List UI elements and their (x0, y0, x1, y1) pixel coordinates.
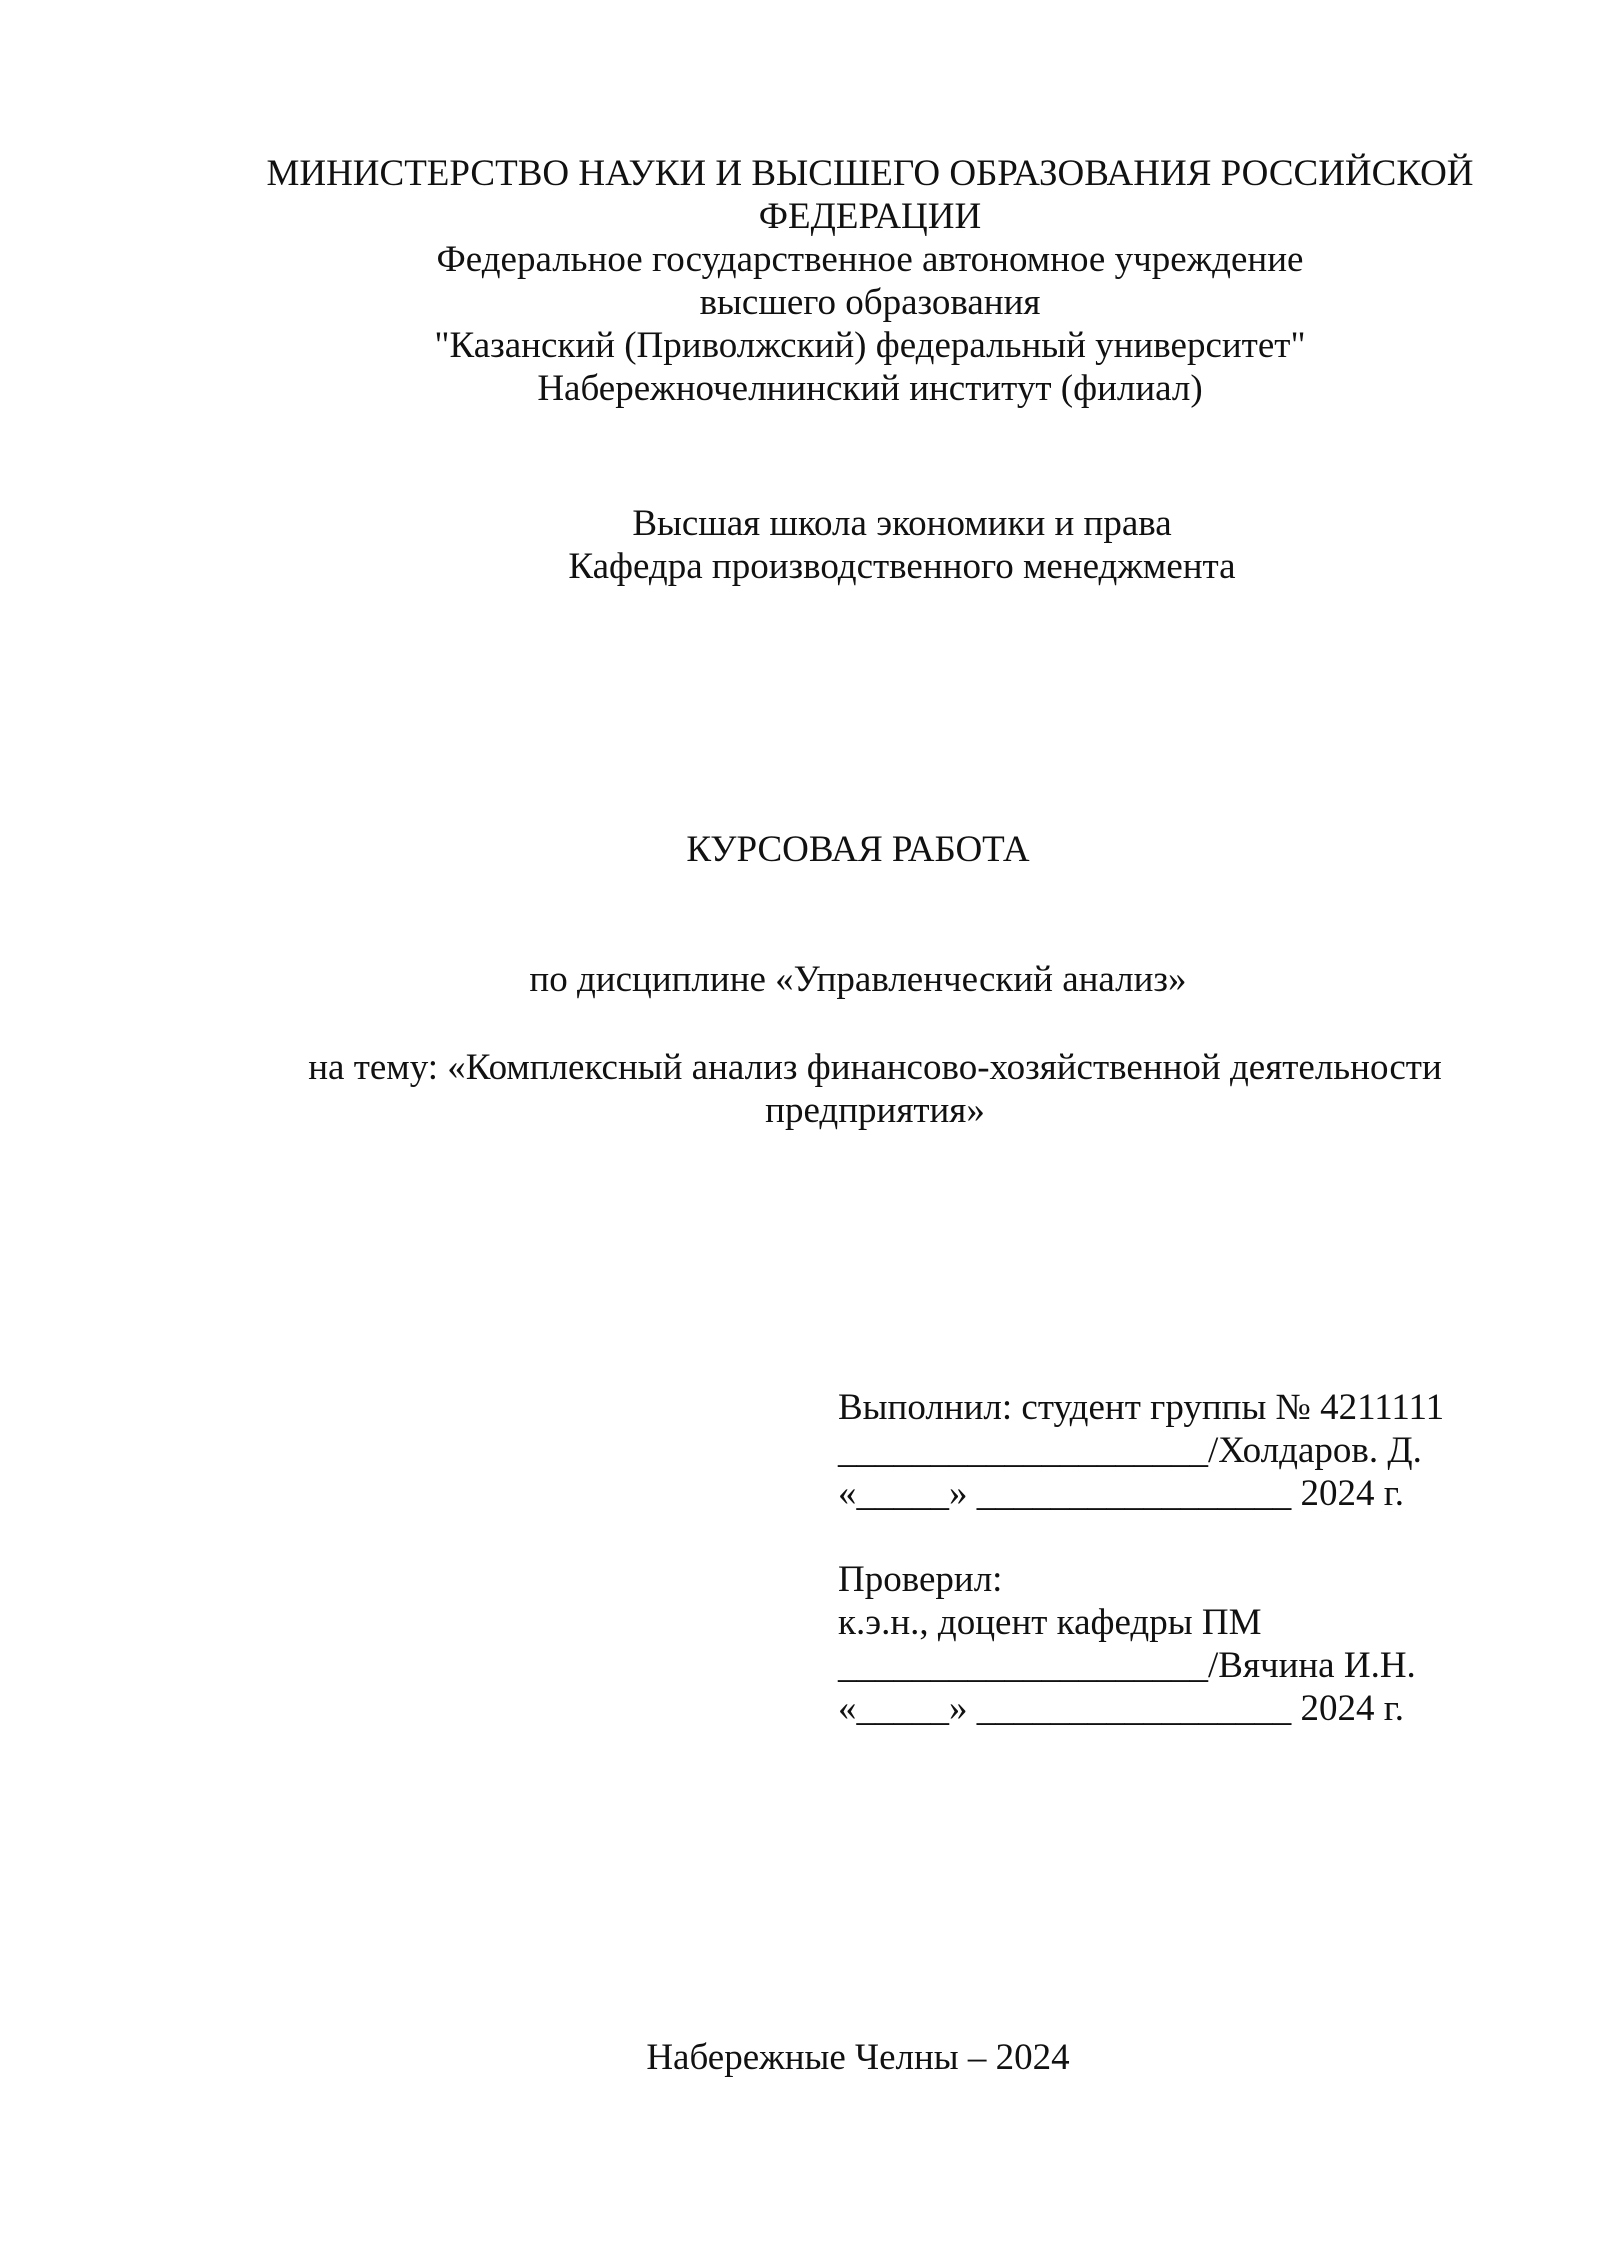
institution-type-line-2: высшего образования (699, 282, 1041, 323)
topic-line-2: предприятия» (765, 1090, 985, 1131)
topic (0, 1046, 1600, 1132)
checker-signature-line: ____________________/Вячина И.Н. (838, 1645, 1416, 1686)
topic-line-1: на тему: «Комплексный анализ финансово-хозяйственной деятельности (308, 1047, 1442, 1088)
university-name: "Казанский (Приволжский) федеральный университет" (434, 325, 1306, 366)
performed-by: Выполнил: студент группы № 4211111 (838, 1387, 1445, 1428)
ministry-header (0, 152, 1600, 410)
ministry-line-2: ФЕДЕРАЦИИ (758, 196, 982, 237)
checked-by: Проверил: (838, 1559, 1003, 1600)
checker-title: к.э.н., доцент кафедры ПМ (838, 1602, 1262, 1643)
work-title (0, 828, 1600, 871)
school-name: Высшая школа экономики и права (632, 503, 1172, 544)
student-signature-line: ____________________/Холдаров. Д. (838, 1430, 1422, 1471)
discipline (0, 958, 1600, 1001)
checker-date-line: «_____» _________________ 2024 г. (838, 1688, 1405, 1729)
ministry-line-1: МИНИСТЕРСТВО НАУКИ И ВЫСШЕГО ОБРАЗОВАНИЯ РОССИЙСКОЙ (266, 153, 1474, 194)
work-type-title: КУРСОВАЯ РАБОТА (686, 829, 1030, 870)
department-name: Кафедра производственного менеджмента (568, 546, 1236, 587)
city-year-line: Набережные Челны – 2024 (646, 2037, 1070, 2078)
student-date-line: «_____» _________________ 2024 г. (838, 1473, 1405, 1514)
discipline-line: по дисциплине «Управленческий анализ» (529, 959, 1187, 1000)
city-year (0, 2036, 1600, 2079)
institution-type-line-1: Федеральное государственное автономное учреждение (436, 239, 1304, 280)
signature-spacer (838, 1515, 1558, 1558)
school-department (0, 502, 1600, 588)
signature-block (838, 1386, 1558, 1730)
institute-name: Набережночелнинский институт (филиал) (537, 368, 1203, 409)
